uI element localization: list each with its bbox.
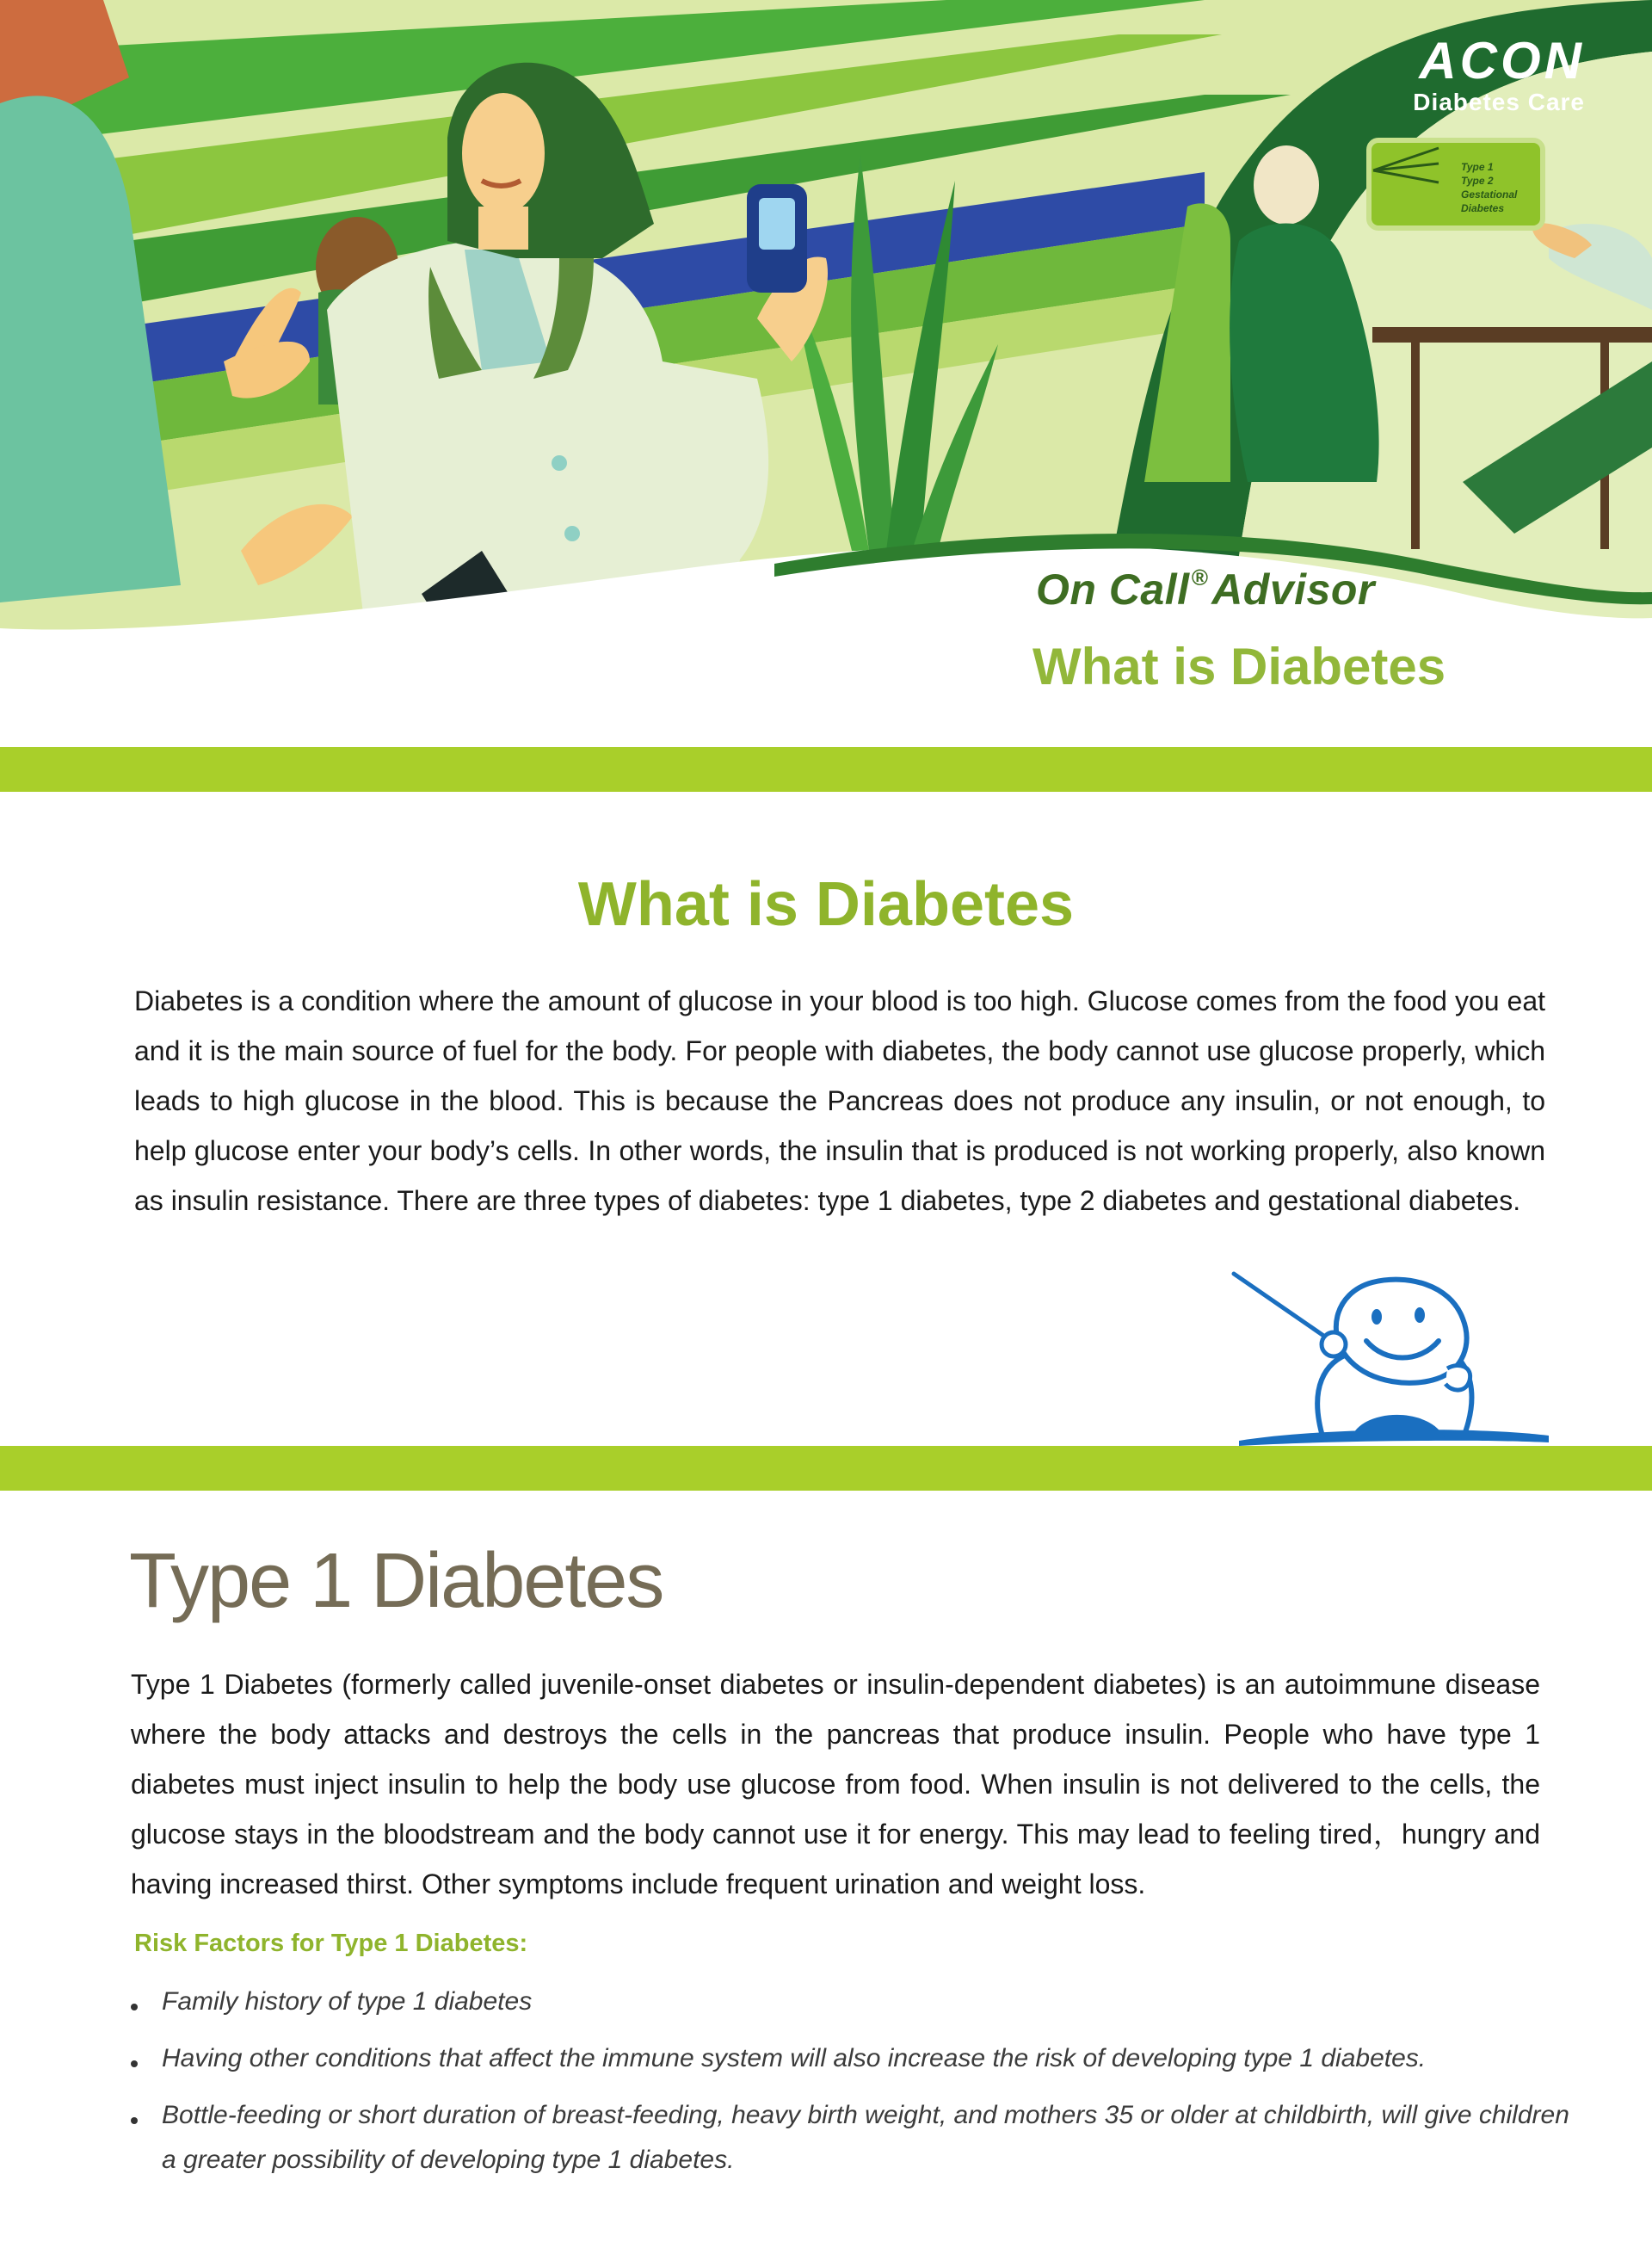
list-item	[131, 2093, 1576, 2183]
bullet-icon	[131, 2060, 138, 2067]
intro-paragraph: Diabetes is a condition where the amount of glucose in your blood is too high. Glucose comes from the food you eat and it is the main source of fuel for the body. For people with diabetes, the body cannot use glucose properly, which leads to high glucose in the blood. This is because the Pancreas does not produce any insulin, or not enough, to help glucose enter your body’s cells. In other words, the insulin that is produced is not working properly, also known as insulin resistance. There are three types of diabetes: type 1 diabetes, type 2 diabetes and gestational diabetes.	[134, 985, 1545, 1216]
series-title	[1036, 565, 1375, 615]
sign-item: Diabetes	[1461, 202, 1505, 214]
type1-paragraph: Type 1 Diabetes (formerly called juvenile-onset diabetes or insulin-dependent diabetes) is an autoimmune disease where the body attacks and destroys the cells in the pancreas that produce insulin. People who have type 1 diabetes must inject insulin to help the body use glucose from food. When insulin is not delivered to the cells, the glucose stays in the bloodstream and the body cannot use it for energy. This may lead to feeling tired，hungry and having increased thirst. Other symptoms include frequent urination and weight loss.	[131, 1669, 1541, 1899]
divider-band	[0, 1446, 1652, 1491]
list-item	[131, 1980, 1576, 2024]
brand-tagline: Diabetes Care	[1413, 89, 1585, 115]
header-title: What is Diabetes	[1032, 638, 1446, 695]
branch-lines-icon	[1372, 143, 1440, 195]
section-title-type-1-diabetes: Type 1 Diabetes	[129, 1538, 663, 1624]
brand-logo-block	[1413, 34, 1585, 117]
sign-item: Type 2	[1461, 175, 1494, 187]
risk-factor-text: Family history of type 1 diabetes	[162, 1987, 533, 2016]
series-name: On Call	[1036, 565, 1190, 614]
sign-items	[1461, 160, 1517, 215]
risk-factor-text: Bottle-feeding or short duration of breast-feeding, heavy birth weight, and mothers 35 or older at childbirth, will give children a greater possibility of developing type 1 diabetes.	[162, 2101, 1569, 2174]
list-item	[131, 2036, 1576, 2081]
bullet-icon	[131, 2004, 138, 2010]
risk-factors-list	[131, 1980, 1576, 2195]
bullet-icon	[131, 2117, 138, 2124]
risk-factors-heading: Risk Factors for Type 1 Diabetes:	[134, 1930, 528, 1957]
series-suffix: Advisor	[1211, 565, 1375, 614]
registered-mark: ®	[1191, 565, 1209, 590]
diabetes-types-sign	[1366, 138, 1545, 231]
pointer-mascot-illustration	[1222, 1258, 1566, 1456]
divider-band	[0, 747, 1652, 792]
header-illustration	[0, 0, 1652, 749]
sign-item: Type 1	[1461, 161, 1494, 173]
sign-item: Gestational	[1461, 188, 1518, 201]
section-title-what-is-diabetes: What is Diabetes	[577, 870, 1075, 939]
brand-logo: ACON	[1419, 32, 1585, 90]
risk-factor-text: Having other conditions that affect the immune system will also increase the risk of developing type 1 diabetes.	[162, 2044, 1427, 2072]
